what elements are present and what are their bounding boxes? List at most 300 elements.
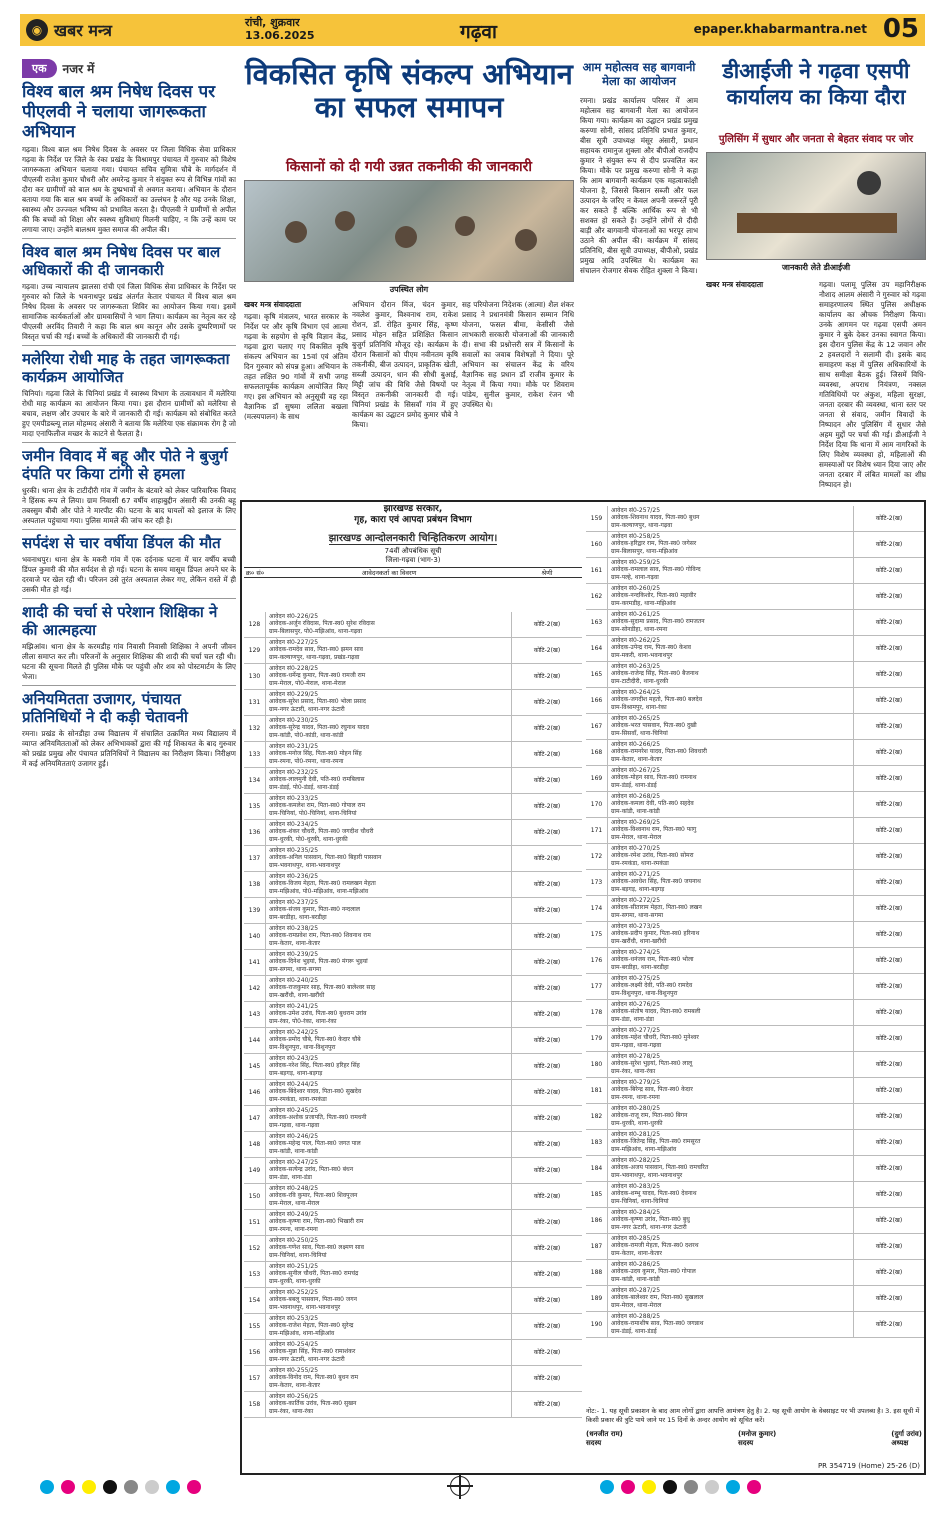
row-detail: आवेदन सं0-256/25 आवेदक-कार्तिक उरांव, पिता-स्व0 सुखन ग्राम-रंका, थाना-रंका [266, 1392, 512, 1417]
main-text-2: अभियान दौरान मिंज, चंदन कुमार, नवलेश कुमार, विश्वनाथ राम, राकेश रोशन, डॉ. रोहित कुमार सिंह, कृष्ण प्रसाद मोहन सहित प्रशिक्षित किसान बुजुर्ग प्रतिनिधि मौजूद रहे। कार्यक्रम के दौरान किसानों को पीएम नवीनतम कृषि तकनीकी, बीज उत्पादन, प्राकृतिक खेती, सब्जी उत्पादन, धान की सीधी बुआई, मिट्टी जांच की विधि जैसे विषयों पर विस्तृत तकनीकी जानकारी दी गई। चिनियां प्रखंड के सिसवाँ गांव में हुए कार्यक्रम का उद्घाटन प्रमोद कुमार चौबे ने किया। [352, 300, 458, 429]
row-detail: आवेदन सं0-253/25 आवेदक-राजेश मेहता, पिता-स्व0 सुरेन्द्र ग्राम-मझिआंव, थाना-मझिआंव [266, 1314, 512, 1339]
row-category: कोटि-2(ख) [533, 621, 561, 628]
row-detail: आवेदन सं0-243/25 आवेदक-नरेश सिंह, पिता-स्व0 हरिहर सिंह ग्राम-बड़गड़, थाना-बड़गड़ [266, 1054, 512, 1079]
row-detail: आवेदन सं0-264/25 आवेदक-जगदीश महतो, पिता-स्व0 बलदेव ग्राम-विश्रामपुर, थाना-रंका [608, 688, 854, 713]
row-category: कोटि-2(ख) [533, 855, 561, 862]
row-detail: आवेदन सं0-251/25 आवेदक-सुनील चौधरी, पिता-स्व0 रामचंद्र ग्राम-धुरकी, थाना-धुरकी [266, 1262, 512, 1287]
dig-photo [706, 152, 926, 260]
row-category: कोटि-2(ख) [875, 957, 903, 964]
row-detail: आवेदन सं0-247/25 आवेदक-सत्येन्द्र उरांव, पिता-स्व0 बंधन ग्राम-डंडा, थाना-डंडा [266, 1158, 512, 1183]
dig-article [706, 280, 926, 494]
row-detail: आवेदन सं0-283/25 आवेदक-शम्भू यादव, पिता-स्व0 देवनाथ ग्राम-चिनियां, थाना-चिनियां [608, 1182, 854, 1207]
row-number: 140 [244, 924, 266, 949]
table-row [244, 950, 582, 976]
brief-headline: विश्व बाल श्रम निषेध दिवस पर पीएलवी ने चलाया जागरूकता अभियान [22, 82, 216, 142]
row-detail: आवेदन सं0-273/25 आवेदक-प्रदीप कुमार, पिता-स्व0 हरिनाथ ग्राम-खरौंधी, थाना-खरौंधी [608, 922, 854, 947]
main-text-3: सह परियोजना निदेशक (आत्मा) शैल शंकर प्रसाद ने प्रधानमंत्री किसान सम्मान निधि योजना, फसल बीमा, केसीसी जैसे लाभकारी सरकारी योजनाओं की जानकारी दी। सभा की प्रश्नोत्तरी सत्र में किसानों के सवालों का जवाब विशेषज्ञों ने दिया। पूरे अभियान का संचालन केंद्र के वरिय वैज्ञानिक सह प्रधान डॉ राजीव कुमार के नेतृत्व में किया गया। मौके पर शिवराम पांडेय, सुनील कुमार, राकेश रंजन भी उपस्थित थे। [462, 300, 574, 409]
row-number: 158 [244, 1392, 266, 1417]
row-number: 152 [244, 1236, 266, 1261]
row-number: 129 [244, 638, 266, 663]
row-detail: आवेदन सं0-244/25 आवेदक-बिंदेश्वर यादव, पिता-स्व0 सुखदेव ग्राम-रमकंडा, थाना-रमकंडा [266, 1080, 512, 1105]
row-category: कोटि-2(ख) [875, 515, 903, 522]
table-row [586, 1260, 924, 1286]
row-number: 175 [586, 922, 608, 947]
row-category: कोटि-2(ख) [533, 1063, 561, 1070]
row-category: कोटि-2(ख) [875, 775, 903, 782]
row-detail: आवेदन सं0-230/25 आवेदक-सुरेन्द्र यादव, पिता-स्व0 रघुनाथ यादव ग्राम-कांडी, पो0-कांडी, थाना-कांडी [266, 716, 512, 741]
notice-district: जिला-गढ़वा (भाग-3) [385, 556, 441, 564]
notice-gov: झारखण्ड सरकार, [383, 504, 443, 514]
signatures [586, 1430, 922, 1447]
row-category: कोटि-2(ख) [533, 751, 561, 758]
table-row [244, 1366, 582, 1392]
table-row [244, 1054, 582, 1080]
notice-commission: झारखण्ड आन्दोलनकारी चिन्हितिकरण आयोग। [329, 530, 498, 545]
row-number: 181 [586, 1078, 608, 1103]
row-detail: आवेदन सं0-284/25 आवेदक-कृष्णा उरांव, पिता-स्व0 बुधु ग्राम-नगर ऊंटारी, थाना-नगर ऊंटारी [608, 1208, 854, 1233]
row-category: कोटि-2(ख) [533, 1193, 561, 1200]
row-category: कोटि-2(ख) [875, 1035, 903, 1042]
brief-article [22, 603, 236, 686]
row-detail: आवेदन सं0-242/25 आवेदक-प्रमोद चौबे, पिता-स्व0 केदार चौबे ग्राम-विशुनपुरा, थाना-विशुनपुरा [266, 1028, 512, 1053]
row-number: 133 [244, 742, 266, 767]
row-category: कोटि-2(ख) [875, 1269, 903, 1276]
row-number: 182 [586, 1104, 608, 1129]
table-row [244, 1314, 582, 1340]
row-number: 147 [244, 1106, 266, 1131]
row-number: 131 [244, 690, 266, 715]
row-number: 167 [586, 714, 608, 739]
row-number: 186 [586, 1208, 608, 1233]
dig-photo-caption: जानकारी लेते डीआईजी [781, 263, 851, 272]
row-detail: आवेदन सं0-226/25 आवेदक-अर्जुन रविदास, पिता-स्व0 सुरेश रविदास ग्राम-बिलासपुर, पो0-मझिआंव, थाना-गढ़वा [266, 612, 512, 637]
brief-text: गढ़वा। उच्च न्यायालय झालसा रांची एवं जिला विधिक सेवा प्राधिकार के निर्देश पर गुरुवार को जिले के भवनाथपुर प्रखंड अंतर्गत केतार पंचायत में विश्व बाल श्रम निषेध दिवस के अवसर पर जागरूकता शिविर का आयोजन किया गया। इसमें सामाजिक कार्यकर्ताओं और ग्रामवासियों ने भाग लिया। कार्यक्रम का नेतृत्व कर रहे पीएलवी अरविंद तिवारी ने कहा कि बाल श्रम कानून और उसके दुष्परिणामों पर विस्तृत चर्चा की गई। बच्चों के अधिकारों की जानकारी दी गई। [22, 282, 236, 341]
row-detail: आवेदन सं0-265/25 आवेदक-भरत पासवान, पिता-स्व0 दुखी ग्राम-सिसवाँ, थाना-चिनियां [608, 714, 854, 739]
row-category: कोटि-2(ख) [875, 1321, 903, 1328]
brief-headline: अनियमितता उजागर, पंचायत प्रतिनिधियों ने दी कड़ी चेतावनी [22, 690, 188, 726]
row-detail: आवेदन सं0-239/25 आवेदक-दिनेश भुइयां, पिता-स्व0 मंगरू भुइयां ग्राम-सगमा, थाना-सगमा [266, 950, 512, 975]
mango-fest-article [580, 96, 698, 494]
row-number: 166 [586, 688, 608, 713]
row-category: कोटि-2(ख) [533, 1011, 561, 1018]
row-detail: आवेदन सं0-286/25 आवेदक-उदय कुमार, पिता-स्व0 गोपाल ग्राम-कांडी, थाना-कांडी [608, 1260, 854, 1285]
row-detail: आवेदन सं0-257/25 आवेदक-शिवनाथ यादव, पिता-स्व0 बुधन ग्राम-कल्याणपुर, थाना-गढ़वा [608, 506, 854, 531]
row-detail: आवेदन सं0-246/25 आवेदक-महेन्द्र पाल, पिता-स्व0 जगत पाल ग्राम-कांडी, थाना-कांडी [266, 1132, 512, 1157]
table-row [586, 1000, 924, 1026]
dateline [245, 16, 315, 42]
row-category: कोटि-2(ख) [533, 985, 561, 992]
dig-text: गढ़वा। पलामू पुलिस उप महानिरीक्षक नौशाद आलम अंसारी ने गुरुवार को गढ़वा समाहरणालय स्थित पुलिस अधीक्षक कार्यालय का औचक निरीक्षण किया। उनके आगमन पर गढ़वा एसपी अमन कुमार ने बुके देकर उनका स्वागत किया। इस दौरान पुलिस केंद्र के 12 जवान और 2 हवलदारों ने सलामी दी। इसके बाद समाहरण कक्ष में पुलिस अधिकारियों के साथ समीक्षा बैठक हुई। जिसमें विधि-व्यवस्था, अपराध नियंत्रण, नक्सल गतिविधियों पर अंकुश, महिला सुरक्षा, जनता दरबार की व्यवस्था, थाना स्तर पर जनता से संवाद, जमीन विवादों के निष्पादन और पुलिसिंग में सुधार जैसे अहम मुद्दों पर चर्चा की गई। डीआईजी ने निर्देश दिया कि थाना में आम नागरिकों के लिए विशेष व्यवस्था हो, महिलाओं की समस्याओं पर विशेष ध्यान दिया जाए और जनता दरबार में लंबित मामलों का शीघ्र निष्पादन हो। [819, 280, 926, 489]
row-detail: आवेदन सं0-232/25 आवेदक-लालमुनी देवी, पति-स्व0 रामबिलास ग्राम-डंडई, पो0-डंडई, थाना-डंडई [266, 768, 512, 793]
table-row [244, 716, 582, 742]
table-row [244, 872, 582, 898]
table-row [244, 1392, 582, 1418]
row-number: 138 [244, 872, 266, 897]
row-number: 142 [244, 976, 266, 1001]
notice-table-left [244, 612, 582, 1418]
brand-logo [20, 19, 112, 41]
table-row [244, 1340, 582, 1366]
issue-date: 13.06.2025 [245, 29, 315, 42]
table-row [586, 1208, 924, 1234]
row-detail: आवेदन सं0-255/25 आवेदक-विनोद राम, पिता-स्व0 बुधन राम ग्राम-केतार, थाना-केतार [266, 1366, 512, 1391]
row-detail: आवेदन सं0-248/25 आवेदक-रवि कुमार, पिता-स्व0 शिवपूजन ग्राम-मेराल, थाना-मेराल [266, 1184, 512, 1209]
table-row [586, 558, 924, 584]
row-number: 143 [244, 1002, 266, 1027]
row-number: 161 [586, 558, 608, 583]
row-detail: आवेदन सं0-262/25 आवेदक-उपेन्द्र राम, पिता-स्व0 केशव ग्राम-मकरी, थाना-भवनाथपुर [608, 636, 854, 661]
dig-byline: खबर मन्त्र संवाददाता [706, 280, 764, 289]
row-category: कोटि-2(ख) [533, 1245, 561, 1252]
table-row [586, 1234, 924, 1260]
row-number: 163 [586, 610, 608, 635]
table-row [586, 1130, 924, 1156]
table-row [244, 820, 582, 846]
city-day: रांची, शुक्रवार [245, 16, 300, 29]
section-name: गढ़वा [460, 21, 497, 43]
table-row [586, 818, 924, 844]
main-photo [244, 180, 574, 282]
row-number: 148 [244, 1132, 266, 1157]
table-row [586, 1312, 924, 1338]
row-number: 134 [244, 768, 266, 793]
row-detail: आवेदन सं0-281/25 आवेदक-जितेन्द्र सिंह, पिता-स्व0 रामसूरत ग्राम-मझिआंव, थाना-मझिआंव [608, 1130, 854, 1155]
registration-mark-icon [450, 1476, 470, 1496]
row-category: कोटि-2(ख) [875, 1191, 903, 1198]
row-number: 139 [244, 898, 266, 923]
dig-headline: डीआईजी ने गढ़वा एसपी कार्यालय का किया दौरा [722, 58, 910, 109]
row-number: 171 [586, 818, 608, 843]
row-number: 177 [586, 974, 608, 999]
table-row [586, 532, 924, 558]
table-row [586, 714, 924, 740]
row-number: 128 [244, 612, 266, 637]
row-number: 176 [586, 948, 608, 973]
brief-article [22, 243, 236, 346]
brand-icon: ◉ [26, 19, 48, 41]
row-category: कोटि-2(ख) [533, 1297, 561, 1304]
brand-name: खबर मन्त्र [54, 21, 112, 40]
row-category: कोटि-2(ख) [875, 1139, 903, 1146]
row-detail: आवेदन सं0-267/25 आवेदक-मोहन साव, पिता-स्व0 रामनाथ ग्राम-डंडई, थाना-डंडई [608, 766, 854, 791]
row-detail: आवेदन सं0-282/25 आवेदक-अजय पासवान, पिता-स्व0 रामचरित ग्राम-भवनाथपुर, थाना-भवनाथपुर [608, 1156, 854, 1181]
table-row [244, 924, 582, 950]
row-category: कोटि-2(ख) [533, 1037, 561, 1044]
row-detail: आवेदन सं0-229/25 आवेदक-सुरेश प्रसाद, पिता-स्व0 भोला प्रसाद ग्राम-नगर ऊंटारी, थाना-नगर ऊंटारी [266, 690, 512, 715]
row-detail: आवेदन सं0-241/25 आवेदक-उमेश उरांव, पिता-स्व0 बुधराम उरांव ग्राम-रंका, पो0-रंका, थाना-रंका [266, 1002, 512, 1027]
brief-headline: जमीन विवाद में बहू और पोते ने बुजुर्ग दंपति पर किया टांगी से हमला [22, 447, 228, 483]
row-number: 185 [586, 1182, 608, 1207]
table-row [244, 1210, 582, 1236]
table-row [244, 846, 582, 872]
brief-headline: शादी की चर्चा से परेशान शिक्षिका ने की आत्महत्या [22, 603, 218, 639]
row-category: कोटि-2(ख) [533, 1401, 561, 1408]
row-category: कोटि-2(ख) [875, 697, 903, 704]
table-row [586, 740, 924, 766]
row-number: 162 [586, 584, 608, 609]
color-bar-right [600, 1480, 761, 1494]
tag-pill: एक [22, 59, 57, 78]
row-number: 157 [244, 1366, 266, 1391]
table-row [586, 766, 924, 792]
table-row [586, 584, 924, 610]
row-detail: आवेदन सं0-237/25 आवेदक-संजय कुमार, पिता-स्व0 नन्दलाल ग्राम-बरडीहा, थाना-बरडीहा [266, 898, 512, 923]
row-detail: आवेदन सं0-254/25 आवेदक-मुन्ना सिंह, पिता-स्व0 रामाशंकर ग्राम-नगर ऊंटारी, थाना-नगर ऊंटारी [266, 1340, 512, 1365]
row-number: 187 [586, 1234, 608, 1259]
row-category: कोटि-2(ख) [875, 619, 903, 626]
table-row [244, 742, 582, 768]
row-category: कोटि-2(ख) [533, 673, 561, 680]
left-column [22, 58, 236, 1468]
row-category: कोटि-2(ख) [875, 853, 903, 860]
table-row [586, 948, 924, 974]
notice-footer [586, 1407, 922, 1447]
col-detail-header: आवेदनकर्ता का विवरण [361, 569, 417, 577]
row-category: कोटि-2(ख) [533, 1167, 561, 1174]
govt-notice [240, 500, 926, 1475]
row-category: कोटि-2(ख) [875, 1217, 903, 1224]
row-category: कोटि-2(ख) [533, 725, 561, 732]
table-row [244, 1236, 582, 1262]
table-row [244, 638, 582, 664]
row-number: 173 [586, 870, 608, 895]
row-detail: आवेदन सं0-228/25 आवेदक-धर्मेन्द्र कुमार, पिता-स्व0 रामजी राम ग्राम-मेराल, पो0-मेराल, थाना-मेराल [266, 664, 512, 689]
row-detail: आवेदन सं0-231/25 आवेदक-मनोज सिंह, पिता-स्व0 मोहन सिंह ग्राम-रमना, पो0-रमना, थाना-रमना [266, 742, 512, 767]
row-number: 159 [586, 506, 608, 531]
brief-text: चिनियां। गढ़वा जिले के चिनियां प्रखंड में स्वास्थ्य विभाग के तत्वावधान में मलेरिया रोधी माह कार्यक्रम का आयोजन किया गया। इस दौरान ग्रामीणों को मलेरिया से बचाव, लक्षण और उपचार के बारे में जानकारी दी गई। कार्यक्रम को संबोधित करते हुए एमपीडब्ल्यू लाल मोहम्मद अंसारी ने बताया कि मलेरिया एक संक्रामक रोग है जो मादा एनाफिलीज मच्छर के काटने से फैलता है। [22, 389, 236, 438]
table-row [586, 1104, 924, 1130]
table-row [244, 794, 582, 820]
row-category: कोटि-2(ख) [875, 541, 903, 548]
main-article-col-2 [352, 300, 458, 495]
row-number: 160 [586, 532, 608, 557]
table-row [244, 976, 582, 1002]
row-number: 172 [586, 844, 608, 869]
row-category: कोटि-2(ख) [533, 1375, 561, 1382]
row-detail: आवेदन सं0-260/25 आवेदक-नन्दकिशोर, पिता-स्व0 महावीर ग्राम-करमडीह, थाना-मझिआंव [608, 584, 854, 609]
row-detail: आवेदन सं0-268/25 आवेदक-कमला देवी, पति-स्व0 सहदेव ग्राम-कांडी, थाना-कांडी [608, 792, 854, 817]
row-category: कोटि-2(ख) [533, 1141, 561, 1148]
table-row [586, 792, 924, 818]
row-number: 150 [244, 1184, 266, 1209]
row-detail: आवेदन सं0-269/25 आवेदक-विश्वनाथ राम, पिता-स्व0 फागु ग्राम-मेराल, थाना-मेराल [608, 818, 854, 843]
row-category: कोटि-2(ख) [533, 1323, 561, 1330]
row-number: 165 [586, 662, 608, 687]
brief-article [22, 690, 236, 769]
row-number: 141 [244, 950, 266, 975]
brief-text: भवनाथपुर। थाना क्षेत्र के मकरी गांव में एक दर्दनाक घटना में चार वर्षीय बच्ची डिंपल कुमारी की मौत सर्पदंश से हो गई। घटना के समय मासूम डिंपल अपने घर के दरवाजे पर खेल रही थी। परिजन उसे तुरंत अस्पताल लेकर गए, लेकिन रास्ते में ही उसकी मौत हो गई। [22, 555, 236, 594]
table-row [244, 1262, 582, 1288]
website-link[interactable]: epaper.khabarmantra.net [693, 22, 867, 36]
table-row [586, 1182, 924, 1208]
main-text-1: गढ़वा। कृषि मंत्रालय, भारत सरकार के निर्देश पर और कृषि विभाग एवं आत्मा गढ़वा के सहयोग से कृषि विज्ञान केंद्र, गढ़वा द्वारा चलाए गए विकसित कृषि संकल्प अभियान का 15वां एवं अंतिम दिन गुरुवार को संपन्न हुआ। अभियान के तहत लक्षित 90 गांवों में सभी जगह सफलतापूर्वक कार्यक्रम आयोजित किए गए। इस अभियान को अनुसूची वह रहा वैज्ञानिक डॉ सुषमा ललिता बखला (मत्स्यपालन) के साथ [244, 312, 348, 421]
row-category: कोटि-2(ख) [533, 1219, 561, 1226]
row-number: 146 [244, 1080, 266, 1105]
row-number: 179 [586, 1026, 608, 1051]
main-subheadline: किसानों को दी गयी उन्नत तकनीकी की जानकारी [285, 159, 533, 175]
row-number: 178 [586, 1000, 608, 1025]
row-category: कोटि-2(ख) [875, 801, 903, 808]
masthead [20, 14, 925, 46]
row-number: 154 [244, 1288, 266, 1313]
row-category: कोटि-2(ख) [875, 567, 903, 574]
row-category: कोटि-2(ख) [533, 1271, 561, 1278]
notice-table-right [586, 506, 924, 1338]
row-category: कोटि-2(ख) [875, 671, 903, 678]
row-category: कोटि-2(ख) [533, 1349, 561, 1356]
row-category: कोटि-2(ख) [875, 1061, 903, 1068]
main-article-col-1 [244, 300, 348, 495]
table-row [586, 1286, 924, 1312]
row-category: कोटि-2(ख) [533, 647, 561, 654]
row-category: कोटि-2(ख) [875, 749, 903, 756]
row-category: कोटि-2(ख) [875, 593, 903, 600]
row-number: 164 [586, 636, 608, 661]
row-category: कोटि-2(ख) [533, 881, 561, 888]
row-category: कोटि-2(ख) [875, 983, 903, 990]
row-detail: आवेदन सं0-235/25 आवेदक-अनिल पासवान, पिता-स्व0 बिहारी पासवान ग्राम-भवनाथपुर, थाना-भवनाथपुर [266, 846, 512, 871]
mango-fest-headline: आम महोत्सव सह बागवानी मेला का आयोजन [582, 60, 696, 88]
row-number: 190 [586, 1312, 608, 1337]
row-detail: आवेदन सं0-234/25 आवेदक-शंकर चौधरी, पिता-स्व0 जगदीश चौधरी ग्राम-धुरकी, पो0-धुरकी, थाना-धुरकी [266, 820, 512, 845]
brief-article [22, 447, 236, 530]
row-category: कोटि-2(ख) [875, 1243, 903, 1250]
row-number: 174 [586, 896, 608, 921]
row-number: 155 [244, 1314, 266, 1339]
table-row [586, 688, 924, 714]
table-row [244, 1106, 582, 1132]
row-category: कोटि-2(ख) [533, 933, 561, 940]
row-number: 136 [244, 820, 266, 845]
row-number: 189 [586, 1286, 608, 1311]
row-category: कोटि-2(ख) [875, 723, 903, 730]
row-number: 130 [244, 664, 266, 689]
table-row [586, 896, 924, 922]
row-detail: आवेदन सं0-272/25 आवेदक-सीताराम मेहता, पिता-स्व0 लखन ग्राम-सगमा, थाना-सगमा [608, 896, 854, 921]
table-row [244, 898, 582, 924]
main-photo-caption: उपस्थित लोग [389, 285, 429, 294]
row-category: कोटि-2(ख) [875, 905, 903, 912]
row-detail: आवेदन सं0-261/25 आवेदक-सुदामा प्रसाद, पिता-स्व0 रामजतन ग्राम-सोनडीहा, थाना-रमना [608, 610, 854, 635]
row-detail: आवेदन सं0-278/25 आवेदक-सुरेश भुइयां, पिता-स्व0 लालू ग्राम-रंका, थाना-रंका [608, 1052, 854, 1077]
brief-article [22, 350, 236, 443]
main-headline: विकसित कृषि संकल्प अभियान का सफल समापन [245, 57, 573, 124]
section-tag [22, 58, 236, 78]
table-row [244, 1080, 582, 1106]
brief-text: मझिआंव। थाना क्षेत्र के करमडीह गांव निवासी निवासी शिक्षिका ने अपनी जीवन लीला समाप्त कर ली। परिजनों के अनुसार शिक्षिका की शादी की चर्चा चल रही थी। घटना की सूचना मिलते ही पुलिस मौके पर पहुंची और शव को पोस्टमार्टम के लिए भेजा। [22, 642, 236, 681]
row-detail: आवेदन सं0-279/25 आवेदक-बिरेन्द्र साव, पिता-स्व0 केदार ग्राम-रमना, थाना-रमना [608, 1078, 854, 1103]
row-number: 170 [586, 792, 608, 817]
col-no-header: क्र० सं० [245, 569, 265, 577]
table-row [586, 870, 924, 896]
row-number: 135 [244, 794, 266, 819]
brief-text: धुरकी। थाना क्षेत्र के टाटीदीरी गांव में जमीन के बंटवारे को लेकर पारिवारिक विवाद ने हिंसक रूप ले लिया। ग्राम निवासी 67 वर्षीय शाहाबुद्दीन अंसारी की उनकी बहू तबस्सुम बीबी और पोते ने मारपीट की। घटना के बाद घायलों को इलाज के लिए अस्पताल पहुंचाया गया। पुलिस मामले की जांच कर रही है। [22, 486, 236, 525]
brief-text: गढ़वा। विश्व बाल श्रम निषेध दिवस के अवसर पर जिला विधिक सेवा प्राधिकार गढ़वा के निर्देश पर जिले के रंका प्रखंड के विश्रामपुर पंचायत में गुरुवार को विशेष जागरूकता अभियान चलाया गया। पंचायत सचिव सुमित्रा चौबे के मार्गदर्शन में पीएलवी राजेश कुमार चौधरी और अमरेन्द्र कुमार ने संयुक्त रूप से विभिन्न गांवों का दौरा कर ग्रामीणों को बाल श्रम के दुष्प्रभावों से अवगत कराया। अभियान के दौरान बताया गया कि बाल श्रम बच्चों के अधिकारों का उल्लंघन है और यह उनके शिक्षा, स्वास्थ्य और उज्ज्वल भविष्य को प्रभावित करता है। पीएलवी ने ग्रामीणों से अपील की कि बच्चों को शिक्षा और स्वस्थ्य सुविधाएं मिलनी चाहिए, न कि उन्हें काम पर लगाया जाए। उन्होंने बालश्रम मुक्त समाज की अपील की। [22, 145, 236, 234]
row-detail: आवेदन सं0-266/25 आवेदक-रामनरेश यादव, पिता-स्व0 शिवधारी ग्राम-केतार, थाना-केतार [608, 740, 854, 765]
row-category: कोटि-2(ख) [533, 803, 561, 810]
row-category: कोटि-2(ख) [875, 645, 903, 652]
col-category-header: श्रेणी [541, 569, 553, 577]
row-number: 169 [586, 766, 608, 791]
row-category: कोटि-2(ख) [533, 1115, 561, 1122]
row-number: 144 [244, 1028, 266, 1053]
brief-headline: विश्व बाल श्रम निषेध दिवस पर बाल अधिकारों की दी जानकारी [22, 243, 221, 279]
row-detail: आवेदन सं0-236/25 आवेदक-विजय मेहता, पिता-स्व0 रामलखन मेहता ग्राम-मझिआंव, पो0-मझिआंव, थाना-मझिआंव [266, 872, 512, 897]
notice-list-title: 74वीं औपबंधिक सूची [384, 547, 442, 555]
table-row [586, 506, 924, 532]
table-row [244, 1184, 582, 1210]
table-row [244, 768, 582, 794]
row-number: 188 [586, 1260, 608, 1285]
table-row [586, 1156, 924, 1182]
row-detail: आवेदन सं0-259/25 आवेदक-रामलाल साव, पिता-स्व0 गोविन्द ग्राम-पल्हे, थाना-गढ़वा [608, 558, 854, 583]
row-number: 184 [586, 1156, 608, 1181]
page-number: 05 [882, 14, 919, 44]
main-article-col-3 [462, 300, 574, 495]
row-category: कोटि-2(ख) [533, 777, 561, 784]
row-detail: आवेदन सं0-270/25 आवेदक-रमेश उरांव, पिता-स्व0 सोमरा ग्राम-रमकंडा, थाना-रमकंडा [608, 844, 854, 869]
row-number: 151 [244, 1210, 266, 1235]
row-number: 149 [244, 1158, 266, 1183]
row-category: कोटि-2(ख) [875, 879, 903, 886]
notice-note: नोट:- 1. यह सूची प्रकाशन के बाद आम लोगों द्वारा आपत्ति आमंत्रण हेतु है। 2. यह सूची आयोग के वेबसाइट पर भी उपलब्ध है। 3. इस सूची में किसी प्रकार की त्रुटि पाये जाने पर 15 दिनों के अन्दर आयोग को सूचित करें। [586, 1407, 920, 1424]
table-row [244, 1002, 582, 1028]
table-row [244, 612, 582, 638]
row-detail: आवेदन सं0-276/25 आवेदक-संतोष यादव, पिता-स्व0 रामबली ग्राम-डंडा, थाना-डंडा [608, 1000, 854, 1025]
row-category: कोटि-2(ख) [875, 931, 903, 938]
row-detail: आवेदन सं0-275/25 आवेदक-लक्ष्मी देवी, पति-स्व0 रामदेव ग्राम-विशुनपुरा, थाना-विशुनपुरा [608, 974, 854, 999]
row-number: 183 [586, 1130, 608, 1155]
row-category: कोटि-2(ख) [875, 1087, 903, 1094]
row-detail: आवेदन सं0-238/25 आवेदक-रामप्रवेश राम, पिता-स्व0 शिवनाथ राम ग्राम-केतार, थाना-केतार [266, 924, 512, 949]
signature-1: (धनजीत राम) सदस्य [586, 1430, 623, 1447]
row-number: 180 [586, 1052, 608, 1077]
brief-headline: सर्पदंश से चार वर्षीया डिंपल की मौत [22, 534, 221, 552]
table-row [244, 1132, 582, 1158]
row-detail: आवेदन सं0-263/25 आवेदक-राजेन्द्र सिंह, पिता-स्व0 बैजनाथ ग्राम-टाटीदीरी, थाना-धुरकी [608, 662, 854, 687]
brief-article [22, 82, 236, 239]
table-row [586, 636, 924, 662]
table-row [244, 690, 582, 716]
row-number: 153 [244, 1262, 266, 1287]
row-category: कोटि-2(ख) [875, 1295, 903, 1302]
row-detail: आवेदन सं0-252/25 आवेदक-बबलू पासवान, पिता-स्व0 जगन ग्राम-भवनाथपुर, थाना-भवनाथपुर [266, 1288, 512, 1313]
table-row [244, 1158, 582, 1184]
row-detail: आवेदन सं0-271/25 आवेदक-अवधेश सिंह, पिता-स्व0 जयनाथ ग्राम-बड़गड़, थाना-बड़गड़ [608, 870, 854, 895]
table-row [586, 1052, 924, 1078]
row-category: कोटि-2(ख) [533, 829, 561, 836]
row-number: 156 [244, 1340, 266, 1365]
main-byline: खबर मन्त्र संवाददाता [244, 300, 302, 309]
notice-dept: गृह, कारा एवं आपदा प्रबंधन विभाग [354, 515, 472, 525]
row-number: 145 [244, 1054, 266, 1079]
color-bar-left [40, 1480, 201, 1494]
row-category: कोटि-2(ख) [533, 907, 561, 914]
table-row [586, 844, 924, 870]
row-detail: आवेदन सं0-249/25 आवेदक-कृष्णा राम, पिता-स्व0 भिखारी राम ग्राम-रमना, थाना-रमना [266, 1210, 512, 1235]
row-number: 137 [244, 846, 266, 871]
row-category: कोटि-2(ख) [533, 699, 561, 706]
table-row [244, 664, 582, 690]
row-detail: आवेदन सं0-233/25 आवेदक-कमलेश राम, पिता-स्व0 गोपाल राम ग्राम-चिनियां, पो0-चिनियां, थाना-चिनियां [266, 794, 512, 819]
row-category: कोटि-2(ख) [533, 1089, 561, 1096]
row-category: कोटि-2(ख) [875, 1165, 903, 1172]
row-detail: आवेदन सं0-287/25 आवेदक-बालेश्वर राम, पिता-स्व0 सुखलाल ग्राम-मेराल, थाना-मेराल [608, 1286, 854, 1311]
row-detail: आवेदन सं0-227/25 आवेदक-रामदेव साव, पिता-स्व0 झमन साव ग्राम-कल्याणपुर, थाना-गढ़वा, प्रखंड-गढ़वा [266, 638, 512, 663]
table-row [586, 974, 924, 1000]
notice-header [244, 504, 582, 578]
row-category: कोटि-2(ख) [533, 959, 561, 966]
